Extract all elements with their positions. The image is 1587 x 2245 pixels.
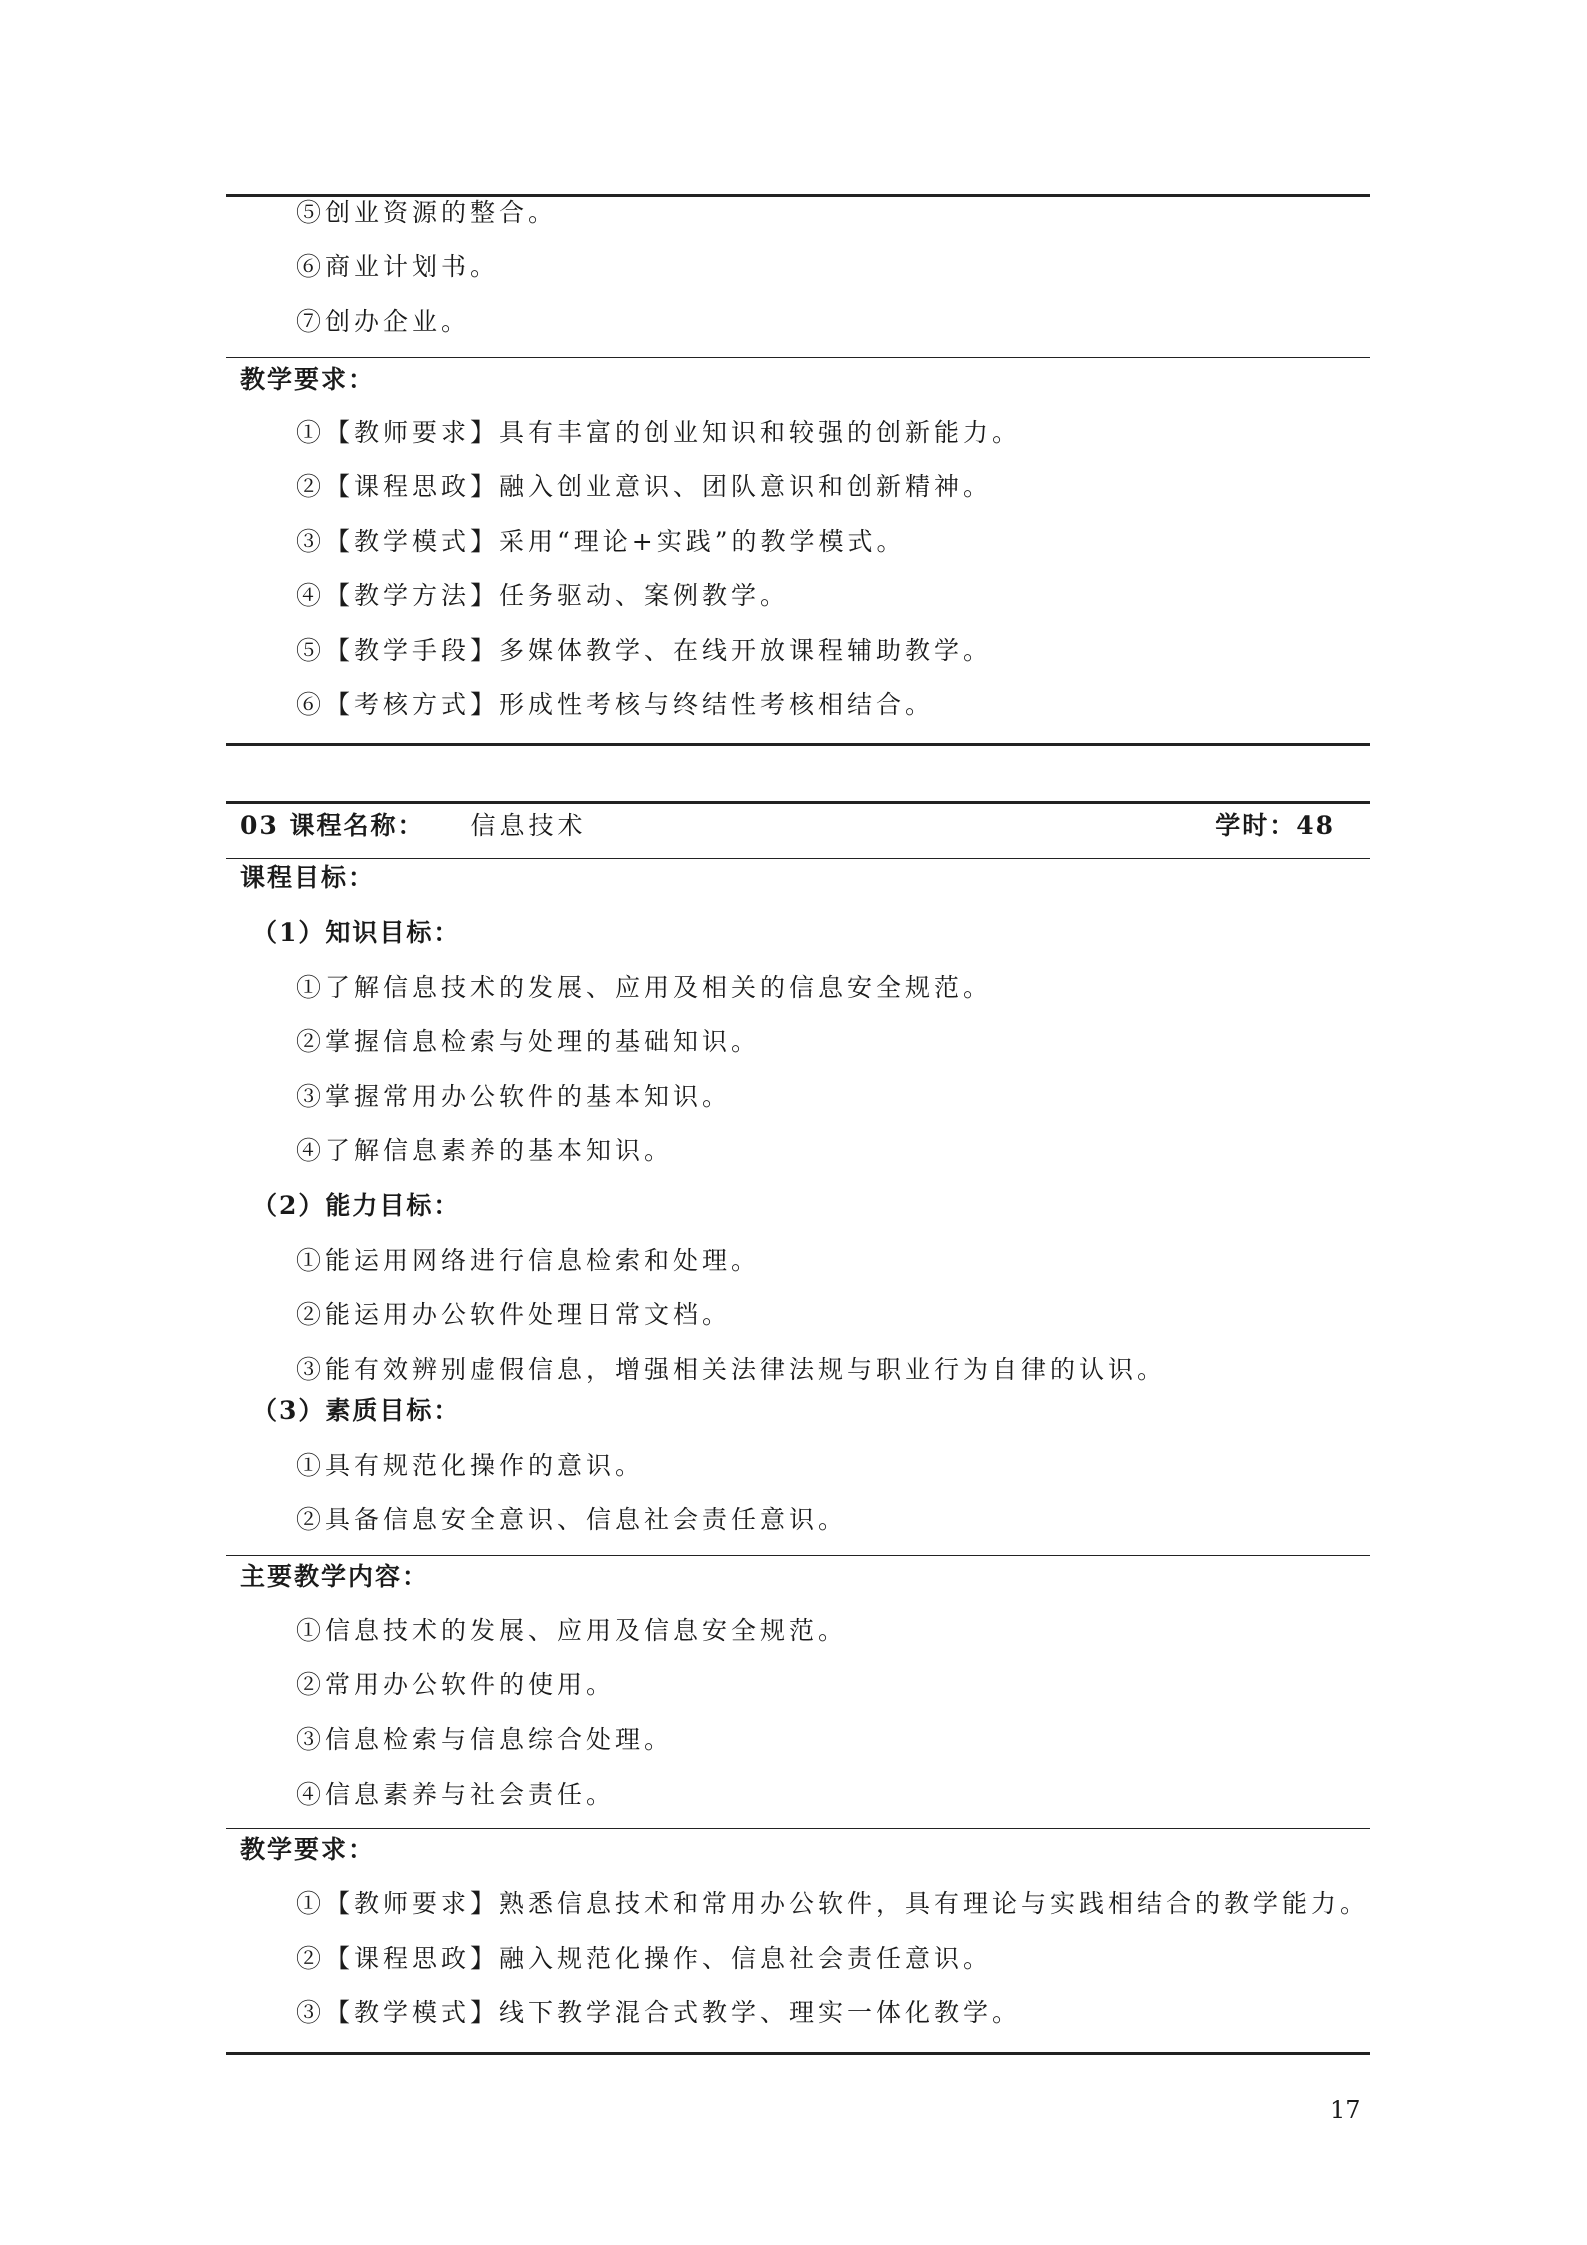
- section-divider: [226, 1555, 1370, 1556]
- table-bottom-rule: [226, 2052, 1370, 2055]
- requirement-item: ③【教学模式】线下教学混合式教学、理实一体化教学。: [296, 1998, 1022, 2027]
- requirement-item: ⑥【考核方式】形成性考核与终结性考核相结合。: [296, 690, 935, 719]
- table-top-rule: [226, 801, 1370, 804]
- content-item: ③信息检索与信息综合处理。: [296, 1725, 674, 1754]
- goal-item: ①具有规范化操作的意识。: [296, 1451, 645, 1480]
- goal-item: ①了解信息技术的发展、应用及相关的信息安全规范。: [296, 973, 993, 1002]
- section-heading: 教学要求：: [240, 1835, 376, 1864]
- goal-item: ②能运用办公软件处理日常文档。: [296, 1300, 732, 1329]
- goal-item: ②掌握信息检索与处理的基础知识。: [296, 1027, 761, 1056]
- table-bottom-rule: [226, 743, 1370, 746]
- requirement-item: ②【课程思政】融入规范化操作、信息社会责任意识。: [296, 1944, 993, 1973]
- content-item: ⑦创办企业。: [296, 307, 471, 336]
- subsection-heading: （2）能力目标：: [252, 1191, 461, 1220]
- content-item: ④信息素养与社会责任。: [296, 1780, 616, 1809]
- requirement-item: ①【教师要求】具有丰富的创业知识和较强的创新能力。: [296, 418, 1022, 447]
- goal-item: ③掌握常用办公软件的基本知识。: [296, 1082, 732, 1111]
- course-hours: 学时：48: [1215, 811, 1335, 840]
- subsection-heading: （3）素质目标：: [252, 1396, 461, 1425]
- section-divider: [226, 357, 1370, 358]
- content-item: ⑤创业资源的整合。: [296, 198, 558, 227]
- goal-item: ③能有效辨别虚假信息，增强相关法律法规与职业行为自律的认识。: [296, 1355, 1167, 1384]
- requirement-item: ①【教师要求】熟悉信息技术和常用办公软件，具有理论与实践相结合的教学能力。: [296, 1889, 1370, 1918]
- requirement-item: ④【教学方法】任务驱动、案例教学。: [296, 581, 790, 610]
- content-item: ⑥商业计划书。: [296, 252, 500, 281]
- content-item: ①信息技术的发展、应用及信息安全规范。: [296, 1616, 848, 1645]
- goal-item: ②具备信息安全意识、信息社会责任意识。: [296, 1505, 848, 1534]
- requirement-item: ②【课程思政】融入创业意识、团队意识和创新精神。: [296, 472, 993, 501]
- section-heading: 教学要求：: [240, 365, 376, 394]
- subsection-heading: （1）知识目标：: [252, 918, 461, 947]
- page-number: 17: [1330, 2096, 1361, 2124]
- content-item: ②常用办公软件的使用。: [296, 1670, 616, 1699]
- requirement-item: ⑤【教学手段】多媒体教学、在线开放课程辅助教学。: [296, 636, 993, 665]
- course-header: [240, 806, 1335, 846]
- section-heading: 主要教学内容：: [240, 1562, 430, 1591]
- section-divider: [226, 1828, 1370, 1829]
- course-name: 信息技术: [470, 811, 587, 840]
- goal-item: ④了解信息素养的基本知识。: [296, 1136, 674, 1165]
- course-label: 03 课程名称：: [240, 811, 425, 840]
- requirement-item: ③【教学模式】采用“理论+实践”的教学模式。: [296, 527, 906, 556]
- goal-item: ①能运用网络进行信息检索和处理。: [296, 1246, 761, 1275]
- section-heading: 课程目标：: [240, 863, 376, 892]
